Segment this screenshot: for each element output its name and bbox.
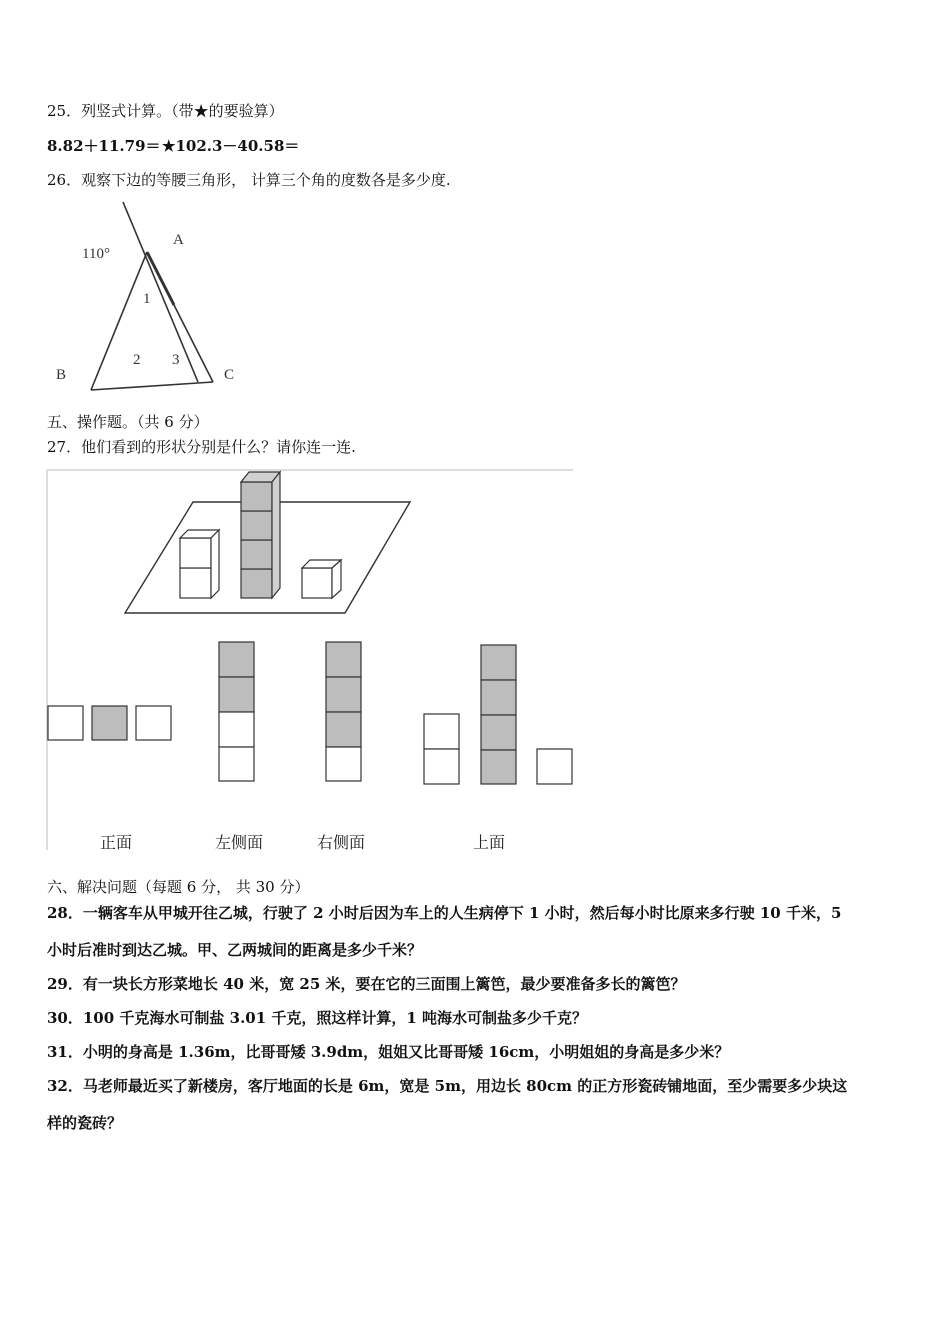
section6-title: 六、解决问题（每题 6 分， 共 30 分） [47,878,310,896]
top-label: 上面 [473,833,506,852]
q25-expr2: ★102.3－40.58＝ [162,137,300,155]
angle-label-110: 110° [82,246,110,262]
q28-line1: 28．一辆客车从甲城开往乙城，行驶了 2 小时后因为车上的人生病停下 1 小时，然后每小时比原来多行驶 10 千米，5 [47,904,842,922]
q29-text: 29．有一块长方形菜地长 40 米，宽 25 米，要在它的三面围上篱笆，最少要准备多长的篱笆？ [47,975,686,993]
q32-line1: 32．马老师最近买了新楼房，客厅地面的长是 6m，宽是 5m，用边长 80cm 的正方形瓷砖铺地面，至少需要多少块这 [47,1077,848,1095]
right-side-label: 右侧面 [317,833,366,852]
side-bc [91,382,213,390]
vertex-b-label: B [56,367,67,383]
q25-expr1: 8.82＋11.79＝ [47,137,161,155]
front-view-shape [48,706,171,740]
tall-cube-stack [241,472,280,598]
top-view-shape [424,645,572,784]
angle1-label: 1 [143,291,151,307]
q32-line2: 样的瓷砖？ [47,1114,123,1132]
angle2-label: 2 [133,352,141,368]
front-label: 正面 [100,833,133,852]
views-figure [45,465,575,855]
q26-title: 26．观察下边的等腰三角形， 计算三个角的度数各是多少度. [47,171,451,189]
left-side-view-shape [219,642,254,781]
side-ac-thick [147,252,174,305]
q30-text: 30．100 千克海水可制盐 3.01 千克，照这样计算，1 吨海水可制盐多少千克？ [47,1009,588,1027]
section5-title: 五、操作题。（共 6 分） [47,413,209,431]
left-side-label: 左侧面 [215,833,264,852]
q27-title: 27．他们看到的形状分别是什么？请你连一连. [47,438,356,456]
vertex-a-label: A [173,232,184,248]
right-side-view-shape [326,642,361,781]
q31-text: 31．小明的身高是 1.36m，比哥哥矮 3.9dm，姐姐又比哥哥矮 16cm，小明姐姐的身高是多少米？ [47,1043,730,1061]
left-cube-stack [180,530,219,598]
side-ab [91,252,147,390]
q28-line2: 小时后准时到达乙城。甲、乙两城间的距离是多少千米？ [47,941,423,959]
angle3-label: 3 [172,352,180,368]
q25-title: 25．列竖式计算。（带★的要验算） [47,102,284,120]
vertex-c-label: C [224,367,235,383]
right-cube [302,560,341,598]
triangle-figure [50,195,250,400]
